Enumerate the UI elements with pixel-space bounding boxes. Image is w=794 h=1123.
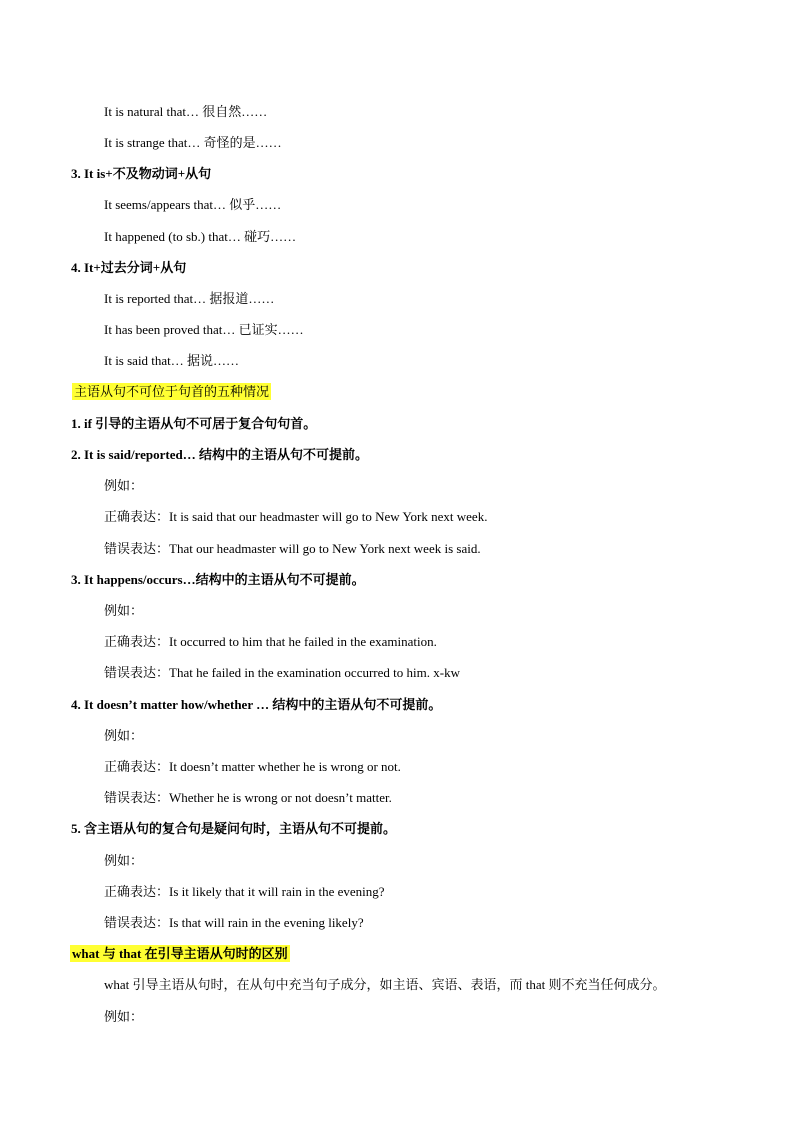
rule-5: 5. 含主语从句的复合句是疑问句时，主语从句不可提前。: [71, 821, 397, 836]
example-label: 例如：: [104, 728, 144, 743]
expression-happened: It happened (to sb.) that… 碰巧……: [104, 229, 297, 244]
wrong-example: 错误表达：That he failed in the examination occurred to him. x-kw: [104, 665, 460, 680]
correct-example: 正确表达：It doesn’t matter whether he is wrong or not.: [104, 759, 401, 774]
rule-1: 1. if 引导的主语从句不可居于复合句句首。: [71, 416, 317, 431]
correct-example: 正确表达：It is said that our headmaster will go to New York next week.: [104, 509, 488, 524]
expression-proved: It has been proved that… 已证实……: [104, 322, 304, 337]
rule-2: 2. It is said/reported… 结构中的主语从句不可提前。: [71, 447, 368, 462]
wrong-example: 错误表达：Is that will rain in the evening likely?: [104, 915, 364, 930]
section-heading-4: 4. It+过去分词+从句: [71, 260, 187, 275]
wrong-example: 错误表达：Whether he is wrong or not doesn’t matter.: [104, 790, 392, 805]
section-heading-3: 3. It is+不及物动词+从句: [71, 166, 212, 181]
example-label: 例如：: [104, 853, 144, 868]
highlighted-heading-five-cases: [72, 383, 271, 401]
correct-example: 正确表达：Is it likely that it will rain in the evening?: [104, 884, 385, 899]
expression-seems: It seems/appears that… 似乎……: [104, 197, 282, 212]
example-label: 例如：: [104, 603, 144, 618]
rule-3: 3. It happens/occurs…结构中的主语从句不可提前。: [71, 572, 365, 587]
highlight-text: what 与 that 在引导主语从句时的区别: [72, 946, 288, 961]
rule-4: 4. It doesn’t matter how/whether … 结构中的主语从句不可提前。: [71, 697, 442, 712]
highlighted-heading-what-that: [70, 945, 290, 963]
expression-natural: It is natural that… 很自然……: [104, 104, 268, 119]
explanation-paragraph: what 引导主语从句时，在从句中充当句子成分，如主语、宾语、表语，而 that 则不充当任何成分。: [104, 977, 666, 992]
example-label: 例如：: [104, 1009, 144, 1024]
expression-said: It is said that… 据说……: [104, 353, 240, 368]
expression-strange: It is strange that… 奇怪的是……: [104, 135, 282, 150]
highlight-text: 主语从句不可位于句首的五种情况: [74, 384, 270, 399]
correct-example: 正确表达：It occurred to him that he failed in the examination.: [104, 634, 437, 649]
wrong-example: 错误表达：That our headmaster will go to New York next week is said.: [104, 541, 481, 556]
example-label: 例如：: [104, 478, 144, 493]
expression-reported: It is reported that… 据报道……: [104, 291, 275, 306]
